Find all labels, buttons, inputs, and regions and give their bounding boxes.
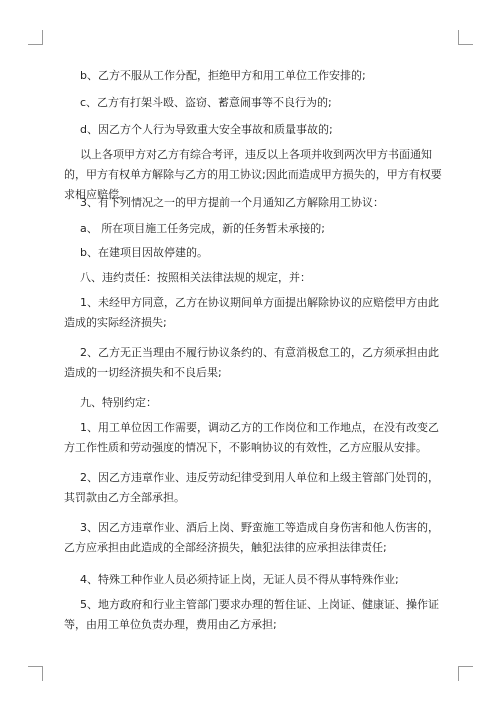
paragraph: 4、特殊工种作业人员必须持证上岗，无证人员不得从事特殊作业; xyxy=(80,573,399,586)
corner-mark-bottom-left xyxy=(28,666,43,681)
paragraph: 3、因乙方违章作业、酒后上岗、野蛮施工等造成自身伤害和他人伤害的，乙方应承担由此造成的全部经济损失，触犯法律的应承担法律责任; xyxy=(64,521,439,554)
paragraph: 2、乙方无正当理由不履行协议条约的、有意消极怠工的，乙方须承担由此造成的一切经济损失和不良后果; xyxy=(64,346,439,379)
section-heading: 八、违约责任：按照相关法律法规的规定，并： xyxy=(80,271,311,284)
paragraph: 1、未经甲方同意，乙方在协议期间单方面提出解除协议的应赔偿甲方由此造成的实际经济损失; xyxy=(64,296,439,329)
paragraph: 5、地方政府和行业主管部门要求办理的暂住证、上岗证、健康证、操作证等，由用工单位负责办理，费用由乙方承担; xyxy=(64,598,439,631)
paragraph: 2、因乙方违章作业、违反劳动纪律受到用人单位和上级主管部门处罚的，其罚款由乙方全部承担。 xyxy=(64,471,439,504)
corner-mark-bottom-right xyxy=(458,666,473,681)
paragraph: 以上各项甲方对乙方有综合考评，违反以上各项并收到两次甲方书面通知的，甲方有权单方解除与乙方的用工协议;因此而造成甲方损失的，甲方有权要求相应赔偿。 xyxy=(64,148,442,201)
paragraph: b、在建项目因故停建的。 xyxy=(80,246,208,259)
paragraph: c、乙方有打架斗殴、盗窃、蓄意闹事等不良行为的; xyxy=(80,96,332,109)
paragraph: d、因乙方个人行为导致重大安全事故和质量事故的; xyxy=(80,123,333,136)
paragraph: b、乙方不服从工作分配，拒绝甲方和用工单位工作安排的; xyxy=(80,69,366,82)
section-heading: 九、特别约定： xyxy=(80,396,157,409)
paragraph: 1、用工单位因工作需要，调动乙方的工作岗位和工作地点，在没有改变乙方工作性质和劳动强度的情况下，不影响协议的有效性，乙方应服从安排。 xyxy=(64,421,439,454)
corner-mark-top-left xyxy=(28,30,43,45)
paragraph: 3、有下列情况之一的甲方提前一个月通知乙方解除用工协议： xyxy=(80,196,384,209)
paragraph: a、 所在项目施工任务完成，新的任务暂未承接的; xyxy=(80,222,325,235)
corner-mark-top-right xyxy=(458,30,473,45)
